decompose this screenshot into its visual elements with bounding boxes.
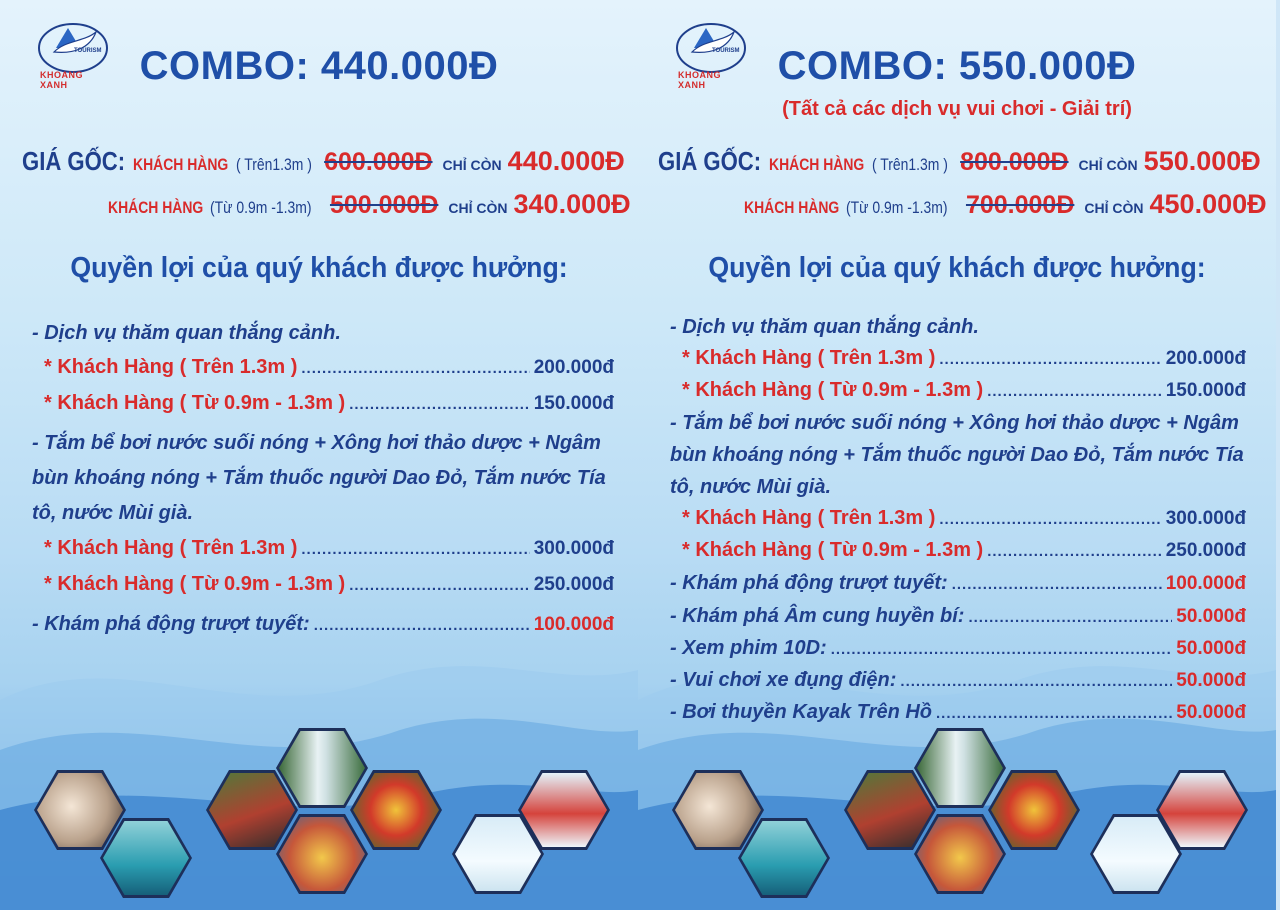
new-price: 550.000Đ: [1143, 146, 1261, 176]
list-item: * Khách Hàng ( Trên 1.3m ) ..... 300.000đ: [32, 531, 614, 567]
old-price: 500.000Đ: [329, 191, 439, 219]
customer-label: KHÁCH HÀNG: [744, 198, 840, 217]
height-range: ( Trên1.3m ): [871, 155, 948, 174]
benefits-list: [32, 316, 614, 643]
price-row-adult: [658, 146, 1261, 177]
only-label: CHỈ CÒN: [1084, 200, 1144, 216]
price-row-adult: [22, 146, 625, 177]
price-row-child: [108, 189, 631, 220]
flyer-combo-440: [0, 0, 638, 910]
photo-collage: [0, 710, 638, 910]
list-item: * Khách Hàng ( Từ 0.9m - 1.3m ) ..... 250.000đ: [670, 535, 1246, 567]
list-item: * Khách Hàng ( Từ 0.9m - 1.3m ) ..... 250.000đ: [32, 567, 614, 603]
extra-item: - Khám phá Âm cung huyền bí: ..... 50.000đ: [670, 601, 1246, 633]
original-price-label: GIÁ GỐC:: [22, 146, 126, 176]
extra-item: - Xem phim 10D: ..... 50.000đ: [670, 633, 1246, 665]
section-hot-spring: - Tắm bể bơi nước suối nóng + Xông hơi thảo dược + Ngâm bùn khoáng nóng + Tắm thuốc người Dao Đỏ, Tắm nước Tía tô, nước Mùi già.: [670, 412, 1244, 498]
height-range: (Từ 0.9m -1.3m): [846, 198, 948, 217]
benefits-heading: Quyền lợi của quý khách được hưởng:: [708, 252, 1206, 284]
logo-tag: TOURISM: [74, 48, 102, 54]
logo-brand: KHOANG XANH: [40, 70, 83, 90]
photo-ride-hex: [350, 770, 442, 850]
combo-subtitle: (Tất cả các dịch vụ vui chơi - Giải trí): [782, 98, 1132, 120]
flyer-combo-550: [638, 0, 1276, 910]
customer-label: KHÁCH HÀNG: [769, 155, 865, 174]
extra-item: - Vui chơi xe đụng điện: ..... 50.000đ: [670, 665, 1246, 697]
logo-brand: KHOANG XANH: [678, 70, 721, 90]
new-price: 340.000Đ: [513, 189, 631, 219]
list-item: * Khách Hàng ( Từ 0.9m - 1.3m ) ..... 150.000đ: [32, 386, 614, 422]
only-label: CHỈ CÒN: [448, 200, 508, 216]
old-price: 600.000Đ: [324, 148, 433, 176]
list-item: * Khách Hàng ( Trên 1.3m ) ..... 300.000đ: [670, 503, 1246, 535]
original-price-label: GIÁ GỐC:: [658, 146, 762, 176]
list-item: * Khách Hàng ( Trên 1.3m ) ..... 200.000đ: [670, 343, 1246, 375]
customer-label: KHÁCH HÀNG: [133, 155, 229, 174]
photo-carousel-hex: [914, 814, 1006, 894]
combo-title: COMBO: 440.000Đ: [139, 44, 499, 88]
photo-carousel-hex: [276, 814, 368, 894]
height-range: (Từ 0.9m -1.3m): [210, 198, 312, 217]
old-price: 700.000Đ: [965, 191, 1075, 219]
section-sightseeing: - Dịch vụ thăm quan thắng cảnh.: [670, 316, 979, 338]
height-range: ( Trên1.3m ): [235, 155, 312, 174]
only-label: CHỈ CÒN: [1078, 157, 1138, 173]
new-price: 450.000Đ: [1149, 189, 1267, 219]
price-row-child: [744, 189, 1267, 220]
benefits-list: [670, 312, 1246, 729]
extra-item: - Khám phá động trượt tuyết: ..... 100.000đ: [670, 567, 1246, 601]
only-label: CHỈ CÒN: [442, 157, 502, 173]
combo-title: COMBO: 550.000Đ: [777, 44, 1137, 88]
extra-item: - Bơi thuyền Kayak Trên Hồ ..... 50.000đ: [670, 697, 1246, 729]
logo-tag: TOURISM: [712, 48, 740, 54]
extra-item: - Khám phá động trượt tuyết: ..... 100.000đ: [32, 607, 614, 643]
section-hot-spring: - Tắm bể bơi nước suối nóng + Xông hơi thảo dược + Ngâm bùn khoáng nóng + Tắm thuốc người Dao Đỏ, Tắm nước Tía tô, nước Mùi già.: [32, 432, 606, 524]
old-price: 800.000Đ: [960, 148, 1069, 176]
benefits-heading: Quyền lợi của quý khách được hưởng:: [70, 252, 568, 284]
photo-collage: [638, 710, 1276, 910]
customer-label: KHÁCH HÀNG: [108, 198, 204, 217]
list-item: * Khách Hàng ( Từ 0.9m - 1.3m ) ..... 150.000đ: [670, 375, 1246, 407]
photo-ride-hex: [988, 770, 1080, 850]
list-item: * Khách Hàng ( Trên 1.3m ) ..... 200.000đ: [32, 350, 614, 386]
new-price: 440.000Đ: [507, 146, 625, 176]
section-sightseeing: - Dịch vụ thăm quan thắng cảnh.: [32, 322, 341, 344]
